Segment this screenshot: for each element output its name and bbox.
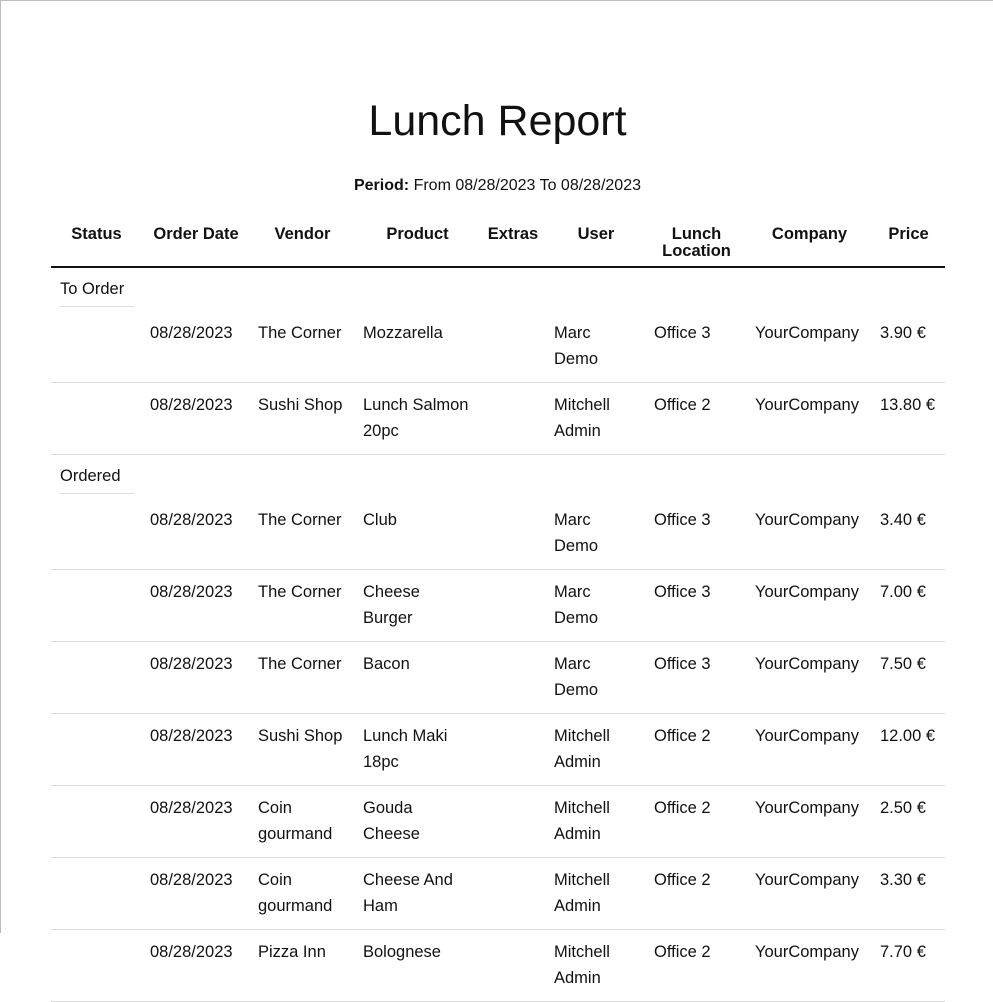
table-row[interactable] xyxy=(51,311,945,383)
product-cell: Cheese Burger xyxy=(355,570,480,642)
company-cell: YourCompany xyxy=(747,786,872,858)
vendor-cell: Sushi Shop xyxy=(250,714,355,786)
report-period xyxy=(1,177,993,195)
group-status-label: Ordered xyxy=(60,463,134,494)
price-cell: 12.00 € xyxy=(872,714,945,786)
lunch-location-cell: Office 2 xyxy=(646,858,747,930)
user-cell: Marc Demo xyxy=(546,311,646,383)
status-cell-empty xyxy=(51,570,142,642)
status-cell-empty xyxy=(51,311,142,383)
lunch-order-table xyxy=(51,223,945,1002)
status-cell-empty xyxy=(51,858,142,930)
price-cell: 7.70 € xyxy=(872,930,945,1002)
lunch-location-cell: Office 2 xyxy=(646,714,747,786)
column-header-lunch-location: Lunch Location xyxy=(646,223,747,267)
company-cell: YourCompany xyxy=(747,498,872,570)
user-cell: Marc Demo xyxy=(546,498,646,570)
vendor-cell: Coin gourmand xyxy=(250,858,355,930)
lunch-location-cell: Office 3 xyxy=(646,498,747,570)
company-cell: YourCompany xyxy=(747,642,872,714)
company-cell: YourCompany xyxy=(747,858,872,930)
group-row xyxy=(51,455,945,499)
order-date-cell: 08/28/2023 xyxy=(142,858,250,930)
order-date-cell: 08/28/2023 xyxy=(142,383,250,455)
group-status-cell xyxy=(51,267,142,311)
extras-cell xyxy=(480,930,546,1002)
lunch-location-cell: Office 2 xyxy=(646,383,747,455)
order-date-cell: 08/28/2023 xyxy=(142,786,250,858)
column-header-order-date: Order Date xyxy=(142,223,250,267)
status-cell-empty xyxy=(51,714,142,786)
group-status-cell xyxy=(51,455,142,499)
lunch-location-cell: Office 2 xyxy=(646,930,747,1002)
price-cell: 2.50 € xyxy=(872,786,945,858)
order-date-cell: 08/28/2023 xyxy=(142,642,250,714)
order-date-cell: 08/28/2023 xyxy=(142,498,250,570)
user-cell: Marc Demo xyxy=(546,570,646,642)
price-cell: 13.80 € xyxy=(872,383,945,455)
user-cell: Mitchell Admin xyxy=(546,786,646,858)
price-cell: 7.50 € xyxy=(872,642,945,714)
price-cell: 3.30 € xyxy=(872,858,945,930)
status-cell-empty xyxy=(51,642,142,714)
extras-cell xyxy=(480,642,546,714)
status-cell-empty xyxy=(51,786,142,858)
vendor-cell: Pizza Inn xyxy=(250,930,355,1002)
user-cell: Mitchell Admin xyxy=(546,930,646,1002)
product-cell: Bacon xyxy=(355,642,480,714)
extras-cell xyxy=(480,714,546,786)
extras-cell xyxy=(480,786,546,858)
price-cell: 3.40 € xyxy=(872,498,945,570)
table-row[interactable] xyxy=(51,786,945,858)
table-header-row xyxy=(51,223,945,267)
vendor-cell: The Corner xyxy=(250,498,355,570)
column-header-extras: Extras xyxy=(480,223,546,267)
product-cell: Lunch Salmon 20pc xyxy=(355,383,480,455)
extras-cell xyxy=(480,311,546,383)
company-cell: YourCompany xyxy=(747,383,872,455)
lunch-location-cell: Office 3 xyxy=(646,311,747,383)
product-cell: Club xyxy=(355,498,480,570)
group-row xyxy=(51,267,945,311)
order-date-cell: 08/28/2023 xyxy=(142,570,250,642)
group-status-label: To Order xyxy=(60,276,134,307)
order-date-cell: 08/28/2023 xyxy=(142,930,250,1002)
order-date-cell: 08/28/2023 xyxy=(142,311,250,383)
lunch-location-cell: Office 2 xyxy=(646,786,747,858)
vendor-cell: The Corner xyxy=(250,311,355,383)
status-cell-empty xyxy=(51,383,142,455)
column-header-company: Company xyxy=(747,223,872,267)
group-row-filler xyxy=(142,455,945,499)
group-row-filler xyxy=(142,267,945,311)
table-row[interactable] xyxy=(51,498,945,570)
column-header-user: User xyxy=(546,223,646,267)
user-cell: Mitchell Admin xyxy=(546,383,646,455)
extras-cell xyxy=(480,858,546,930)
column-header-status: Status xyxy=(51,223,142,267)
period-range: From 08/28/2023 To 08/28/2023 xyxy=(413,177,641,194)
product-cell: Lunch Maki 18pc xyxy=(355,714,480,786)
period-label: Period: xyxy=(353,177,410,194)
table-row[interactable] xyxy=(51,383,945,455)
vendor-cell: The Corner xyxy=(250,570,355,642)
user-cell: Mitchell Admin xyxy=(546,714,646,786)
order-date-cell: 08/28/2023 xyxy=(142,714,250,786)
vendor-cell: Sushi Shop xyxy=(250,383,355,455)
column-header-price: Price xyxy=(872,223,945,267)
user-cell: Marc Demo xyxy=(546,642,646,714)
company-cell: YourCompany xyxy=(747,570,872,642)
status-cell-empty xyxy=(51,930,142,1002)
column-header-product: Product xyxy=(355,223,480,267)
extras-cell xyxy=(480,383,546,455)
table-body xyxy=(51,267,945,1002)
table-row[interactable] xyxy=(51,714,945,786)
product-cell: Cheese And Ham xyxy=(355,858,480,930)
company-cell: YourCompany xyxy=(747,714,872,786)
table-row[interactable] xyxy=(51,930,945,1002)
vendor-cell: The Corner xyxy=(250,642,355,714)
product-cell: Gouda Cheese xyxy=(355,786,480,858)
price-cell: 3.90 € xyxy=(872,311,945,383)
status-cell-empty xyxy=(51,498,142,570)
extras-cell xyxy=(480,498,546,570)
product-cell: Bolognese xyxy=(355,930,480,1002)
user-cell: Mitchell Admin xyxy=(546,858,646,930)
company-cell: YourCompany xyxy=(747,930,872,1002)
table-row[interactable] xyxy=(51,858,945,930)
table-row[interactable] xyxy=(51,570,945,642)
lunch-location-cell: Office 3 xyxy=(646,642,747,714)
report-title: Lunch Report xyxy=(368,97,627,145)
column-header-vendor: Vendor xyxy=(250,223,355,267)
price-cell: 7.00 € xyxy=(872,570,945,642)
vendor-cell: Coin gourmand xyxy=(250,786,355,858)
company-cell: YourCompany xyxy=(747,311,872,383)
table-row[interactable] xyxy=(51,642,945,714)
extras-cell xyxy=(480,570,546,642)
lunch-location-cell: Office 3 xyxy=(646,570,747,642)
product-cell: Mozzarella xyxy=(355,311,480,383)
